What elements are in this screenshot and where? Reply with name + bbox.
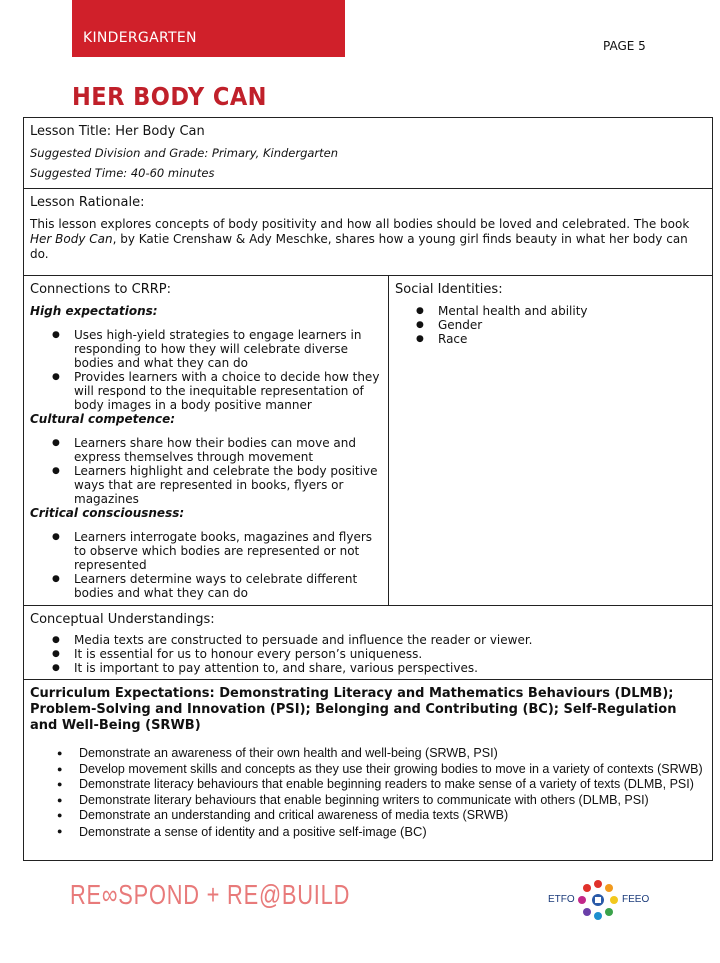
list-item: ● Provides learners with a choice to decide how they will respond to the inequitable representation of body images in a body positive manner — [74, 370, 382, 412]
lesson-title-label: Lesson Title: — [30, 124, 112, 139]
crrp-label-cultural: Cultural competence: — [30, 412, 176, 426]
page-number: PAGE 5 — [603, 39, 646, 53]
conceptual-list — [30, 633, 706, 675]
crrp-row — [24, 276, 713, 606]
list-item: ● Demonstrate literacy behaviours that enable beginning readers to make sense of a variety of texts (DLMB, PSI) — [79, 777, 706, 793]
list-item: ● It is important to pay attention to, and share, various perspectives. — [74, 661, 706, 675]
rationale-book-title: Her Body Can — [30, 232, 113, 246]
page-title: HER BODY CAN — [72, 82, 267, 111]
crrp-label-high: High expectations: — [30, 304, 158, 318]
lesson-table — [23, 117, 713, 861]
list-item: ● Mental health and ability — [438, 304, 706, 318]
list-item — [79, 824, 706, 841]
rationale-row — [24, 189, 713, 276]
list-item: ● Demonstrate an awareness of their own health and well-being (SRWB, PSI) — [79, 746, 706, 762]
list-item: ● Race — [438, 332, 706, 346]
grade-label: KINDERGARTEN — [83, 30, 197, 46]
rationale-heading-text: Lesson Rationale — [30, 195, 141, 210]
list-item: ● Develop movement skills and concepts as they use their growing bodies to move in a variety of contexts (SRWB) — [79, 762, 706, 778]
rationale-text — [30, 217, 706, 262]
crrp-label-critical: Critical consciousness: — [30, 506, 185, 520]
suggested-time: Suggested Time: 40-60 minutes — [30, 166, 215, 180]
crrp-cell — [24, 276, 389, 606]
lesson-title-row — [24, 118, 713, 189]
list-item: ● Learners share how their bodies can move and express themselves through movement — [74, 436, 382, 464]
list-item: ● Learners highlight and celebrate the body positive ways that are represented in books, flyers or magazines — [74, 464, 382, 506]
curriculum-row — [24, 680, 713, 861]
crrp-list-critical — [30, 530, 382, 600]
lesson-title-value: Her Body Can — [115, 124, 205, 139]
crrp-list-cultural — [30, 436, 382, 506]
list-item: ● Learners interrogate books, magazines and flyers to observe which bodies are represented or not represented — [74, 530, 382, 572]
list-item: ● Gender — [438, 318, 706, 332]
curriculum-last-text: Demonstrate a sense of identity and a positive self-image — [79, 824, 401, 839]
identities-heading: Social Identities: — [395, 282, 503, 297]
list-item: ● Media texts are constructed to persuade and influence the reader or viewer. — [74, 633, 706, 647]
respond-rebuild-logo: RE∞SPOND + RE@BUILD — [70, 879, 351, 910]
list-item: ● Demonstrate an understanding and critical awareness of media texts (SRWB) — [79, 808, 706, 824]
suggested-division: Suggested Division and Grade: Primary, Kindergarten — [30, 146, 339, 160]
lesson-title — [30, 124, 706, 140]
list-item: ● Learners determine ways to celebrate different bodies and what they can do — [74, 572, 382, 600]
rationale-heading: Lesson Rationale: — [30, 195, 145, 210]
curriculum-heading: Curriculum Expectations: Demonstrating Literacy and Mathematics Behaviours (DLMB); Problem-Solving and Innovation (PSI); Belonging and Contributing (BC); Self-Regulation and Well-Being (SRWB) — [30, 686, 677, 733]
conceptual-heading-text: Conceptual Understandings — [30, 612, 211, 627]
identities-list — [395, 304, 706, 346]
etfo-label: ETFO — [548, 894, 575, 905]
crrp-heading: Connections to CRRP: — [30, 282, 172, 297]
header-tab — [72, 0, 345, 57]
curriculum-last-code: (BC) — [400, 823, 427, 839]
list-item: ● Demonstrate literary behaviours that enable beginning writers to communicate with others (DLMB, PSI) — [79, 793, 706, 809]
identities-cell — [389, 276, 713, 606]
curriculum-list — [30, 746, 706, 840]
feeo-label: FEEO — [622, 894, 650, 905]
list-item: ● Uses high-yield strategies to engage learners in responding to how they will celebrate diverse bodies and what they can do — [74, 328, 382, 370]
rationale-text-before: This lesson explores concepts of body positivity and how all bodies should be loved and celebrated. The book — [30, 217, 690, 231]
rationale-text-after: , by Katie Crenshaw & Ady Meschke, shares how a young girl finds beauty in what her body can do. — [30, 232, 688, 261]
list-item: ● It is essential for us to honour every person’s uniqueness. — [74, 647, 706, 661]
conceptual-heading: Conceptual Understandings: — [30, 612, 215, 627]
etfo-emblem-icon — [576, 878, 620, 922]
conceptual-row — [24, 606, 713, 680]
etfo-feeo-logo — [548, 870, 658, 920]
crrp-list-high — [30, 328, 382, 412]
